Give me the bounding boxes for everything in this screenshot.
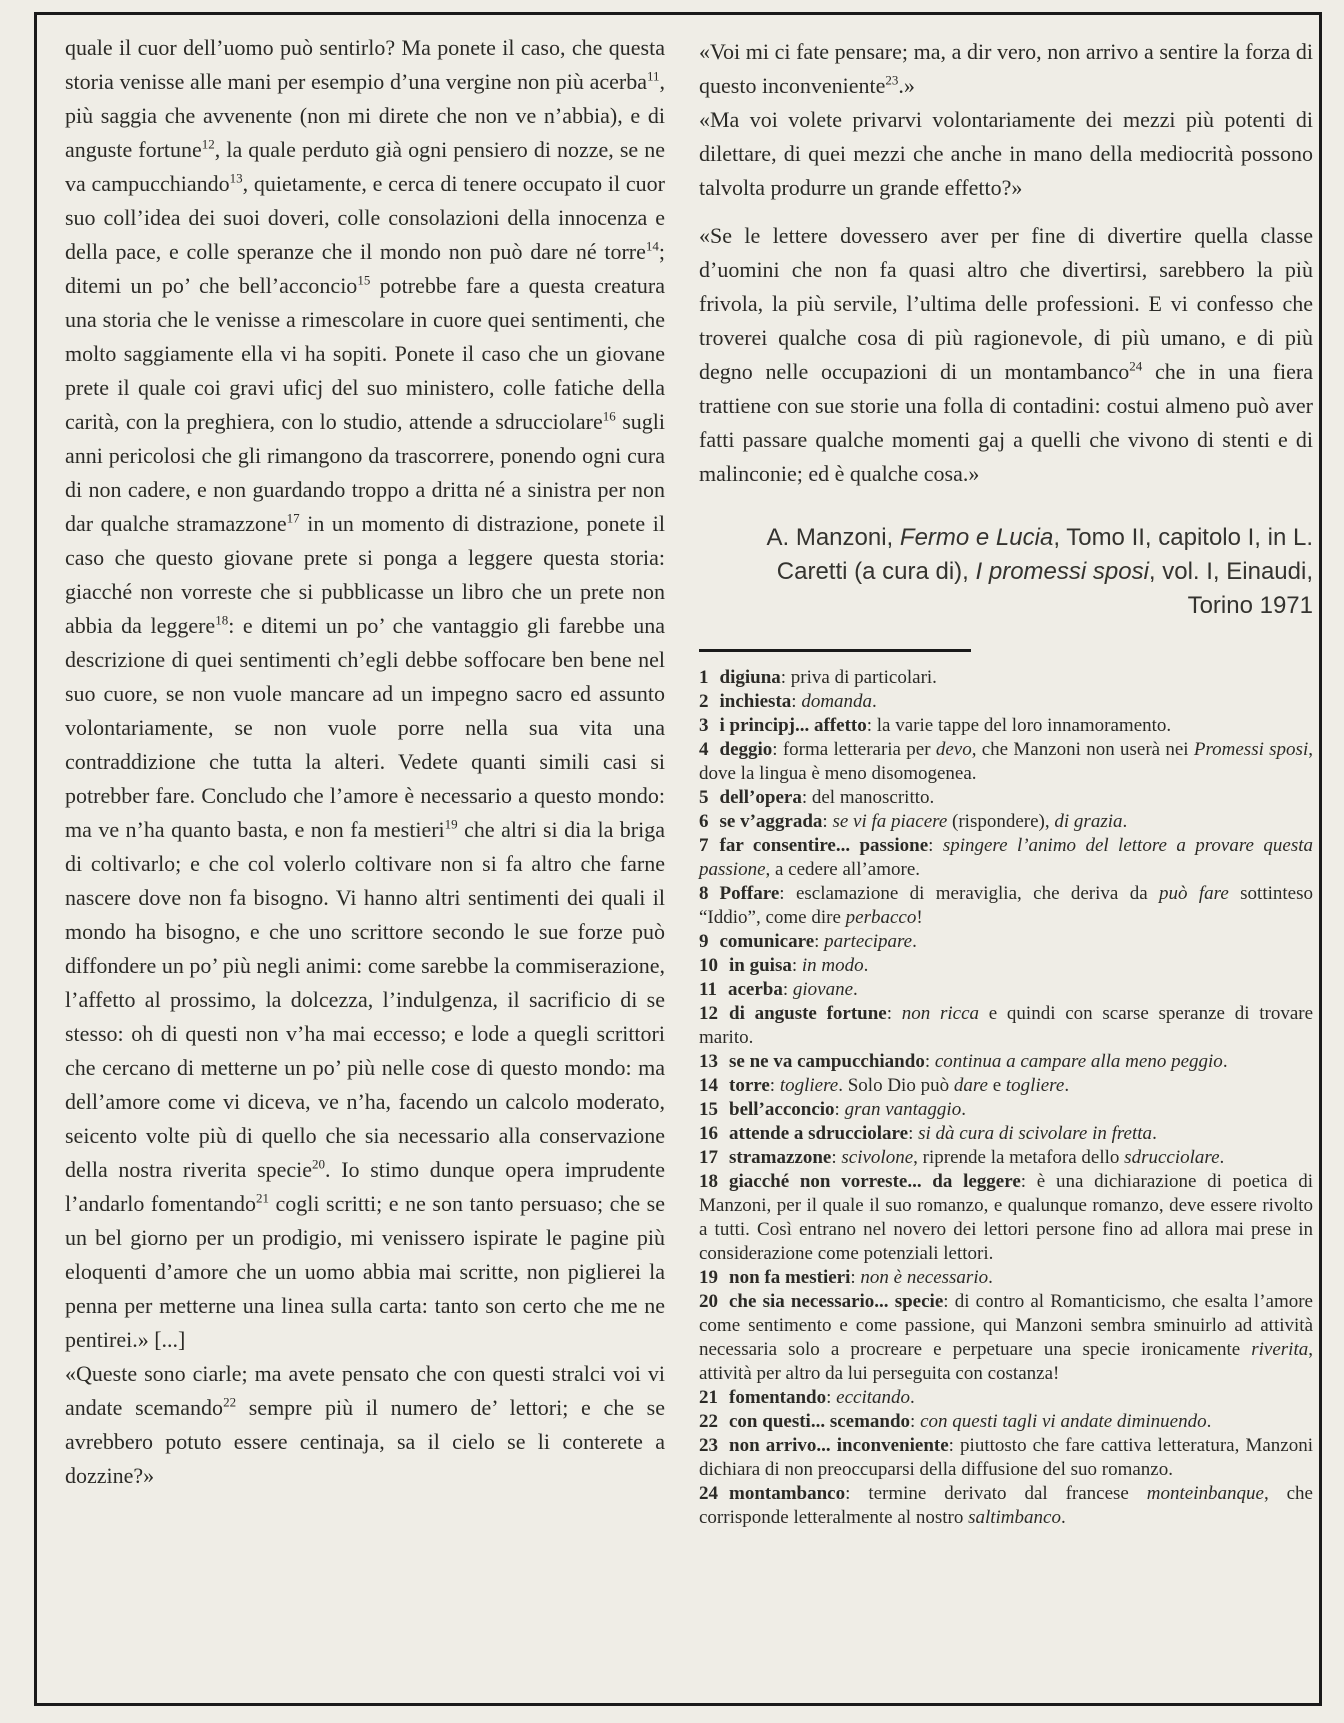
footnote-definition: : scivolone, riprende la metafora dello sdrucciolare. — [831, 1147, 1225, 1168]
footnote-term: montambanco — [729, 1483, 846, 1504]
footnote-term: stramazzone — [729, 1147, 832, 1168]
footnote-definition: : eccitando. — [826, 1387, 915, 1408]
footnote-item — [699, 954, 1313, 978]
source-citation: A. Manzoni, Fermo e Lucia, Tomo II, capitolo I, in L. Caretti (a cura di), I promessi sposi, vol. I, Einaudi, Torino 1971 — [766, 524, 1313, 619]
dialogue-paragraph: «Voi mi ci fate pensare; ma, a dir vero, non arrivo a sentire la forza di questo inconveniente$^{23}$.» — [699, 39, 1313, 98]
footnote-item — [699, 1050, 1313, 1074]
footnote-term: Poffare — [719, 883, 780, 904]
footnote-number: 24 — [699, 1483, 718, 1504]
footnote-item — [699, 1098, 1313, 1122]
footnote-definition: : togliere. Solo Dio può dare e togliere. — [769, 1075, 1070, 1096]
body-paragraph: «Queste sono ciarle; ma avete pensato che con questi stralci voi vi andate scemando$^{22}$ sempre più il numero de’ lettori; e che se avrebbero potuto essere centinaja, sa il cielo se li conterete a dozzine?» — [65, 1361, 665, 1488]
footnote-number: 9 — [699, 931, 709, 952]
dialogue-paragraph: «Se le lettere dovessero aver per fine di divertire quella classe d’uomini che non fa quasi altro che divertirsi, sarebbero la più frivola, la più servile, l’ultima delle professioni. E vi confesso che troverei qualche cosa di più ragionevole, di più umano, e di più degno nelle occupazioni di un montambanco$^{24}$ che in una fiera trattiene con sue storie una folla di contadini: costui almeno può aver fatti passare qualche momenti gaj a quelli che vivono di stenti e di malinconie; ed è qualche cosa.» — [699, 223, 1313, 486]
footnote-item — [699, 738, 1313, 786]
footnote-term: deggio — [719, 739, 773, 760]
footnote-number: 12 — [699, 1003, 718, 1024]
footnote-number: 2 — [699, 691, 709, 712]
footnote-item — [699, 786, 1313, 810]
footnote-item — [699, 1386, 1313, 1410]
footnote-number: 21 — [699, 1387, 718, 1408]
footnote-definition: : non è necessario. — [850, 1267, 993, 1288]
footnote-definition: : partecipare. — [814, 931, 917, 952]
footnote-item — [699, 1434, 1313, 1482]
dialogue-paragraph: «Ma voi volete privarvi volontariamente dei mezzi più potenti di dilettare, di quei mezzi che anche in mano della mediocrità possono talvolta produrre un grande effetto?» — [699, 107, 1313, 200]
footnote-term: acerba — [727, 979, 783, 1000]
footnote-number: 1 — [699, 667, 709, 688]
footnote-definition: : esclamazione di meraviglia, che deriva da può fare sottinteso “Iddio”, come dire perbacco! — [699, 883, 1313, 928]
footnote-term: comunicare — [719, 931, 815, 952]
footnote-item — [699, 1002, 1313, 1050]
footnote-term: giacché non vorreste... da leggere — [729, 1171, 1021, 1192]
footnote-number: 14 — [699, 1075, 718, 1096]
footnote-number: 11 — [699, 979, 717, 1000]
footnote-number: 19 — [699, 1267, 718, 1288]
scanned-page-frame — [34, 12, 1322, 1706]
footnote-definition: : forma letteraria per devo, che Manzoni non userà nei Promessi sposi, dove la lingua è meno disomogenea. — [699, 739, 1313, 784]
footnote-number: 8 — [699, 883, 709, 904]
footnote-item — [699, 666, 1313, 690]
body-paragraph: quale il cuor dell’uomo può sentirlo? Ma ponete il caso, che questa storia venisse alle mani per esempio d’una vergine non più acerba$^{11}$, più saggia che avvenente (non mi direte che non ve n’abbia), e di anguste fortune$^{12}$, la quale perduto già ogni pensiero di nozze, se ne va campucchiando$^{13}$, quietamente, e cerca di tenere occupato il cuor suo coll’idea dei suoi doveri, colle consolazioni della innocenza e della pace, e colle speranze che il mondo non può dare né torre$^{14}$; ditemi un po’ che bell’acconcio$^{15}$ potrebbe fare a questa creatura una storia che le venisse a rimescolare in cuore quei sentimenti, che molto saggiamente ella vi ha sopiti. Ponete il caso che un giovane prete il quale coi gravi uficj del suo ministero, colle fatiche della carità, con la preghiera, con lo studio, attende a sdrucciolare$^{16}$ sugli anni pericolosi che gli rimangono da trascorrere, ponendo ogni cura di non cadere, e non guardando troppo a dritta né a sinistra per non dar qualche stramazzone$^{17}$ in un momento di distrazione, ponete il caso che questo giovane prete si ponga a leggere questa storia: giacché non vorreste che si pubblicasse un libro che un prete non abbia da leggere$^{18}$: e ditemi un po’ che vantaggio gli farebbe una descrizione di quei sentimenti ch’egli debbe soffocare ben bene nel suo cuore, se non vuole mancare ad un impegno sacro ed assunto volontariamente, se non vuole porre nella sua vita una contraddizione che tutta la alteri. Vedete quanti simili casi si potrebber fare. Concludo che l’amore è necessario a questo mondo: ma ve n’ha quanto basta, e non fa mestieri$^{19}$ che altri si dia la briga di coltivarlo; e che col volerlo coltivare non si fa altro che farne nascere dove non fa bisogno. Vi hanno altri sentimenti dei quali il mondo ha bisogno, e che uno scrittore secondo le sue forze può diffondere un po’ più negli animi: come sarebbe la commiserazione, l’affetto al prossimo, la dolcezza, l’indulgenza, il sacrificio di se stesso: oh di questi non v’ha mai eccesso; e lode a quegli scrittori che cercano di metterne un po’ più nelle cose di questo mondo: ma dell’amore come vi diceva, ve n’ha, facendo un calcolo moderato, seicento volte più di quello che sia necessario alla conservazione della nostra riverita specie$^{20}$. Io stimo dunque opera imprudente l’andarlo fomentando$^{21}$ cogli scritti; e ne son tanto persuaso; che se un bel giorno per un prodigio, mi venissero ispirate le pagine più eloquenti d’amore che un uomo abbia mai scritte, non piglierei la penna per metterne una linea sulla carta: tanto son certo che me ne pentirei.» [...] — [65, 35, 665, 1352]
footnote-item — [699, 882, 1313, 930]
footnote-definition: : priva di particolari. — [780, 667, 937, 688]
footnote-term: digiuna — [719, 667, 781, 688]
footnote-definition: : non ricca e quindi con scarse speranze di trovare marito. — [699, 1003, 1314, 1048]
footnote-item — [699, 810, 1313, 834]
footnote-term: con questi... scemando — [729, 1411, 911, 1432]
footnote-definition: : con questi tagli vi andate diminuendo. — [910, 1411, 1212, 1432]
footnote-definition: : la varie tappe del loro innamoramento. — [866, 715, 1172, 736]
footnote-term: dell’opera — [719, 787, 802, 808]
footnote-number: 10 — [699, 955, 718, 976]
footnote-definition: : in modo. — [791, 955, 869, 976]
footnote-term: non fa mestieri — [729, 1267, 851, 1288]
footnote-item — [699, 714, 1313, 738]
footnote-definition: : è una dichiarazione di poetica di Manzoni, per il quale il suo romanzo, e qualunque romanzo, deve essere rivolto a tutti. Così entrano nel novero dei lettori persone fino ad allora mai prese in considerazione come potenziali lettori. — [699, 1171, 1314, 1264]
footnote-definition: : continua a campare alla meno peggio. — [924, 1051, 1228, 1072]
footnote-item — [699, 1290, 1313, 1386]
footnote-item — [699, 1074, 1313, 1098]
footnote-term: se ne va campucchiando — [729, 1051, 925, 1072]
footnote-definition: : di contro al Romanticismo, che esalta l’amore come sentimento e come passione, qui Manzoni sembra sminuirlo ad attività necessaria solo a procreare e perpetuare una specie ironicamente riverita, attività per altro da lui perseguita con costanza! — [699, 1291, 1313, 1384]
footnote-number: 20 — [699, 1291, 718, 1312]
footnote-term: attende a sdrucciolare — [729, 1123, 909, 1144]
footnote-item — [699, 834, 1313, 882]
footnote-number: 18 — [699, 1171, 718, 1192]
footnote-divider — [699, 649, 971, 652]
footnote-item — [699, 1266, 1313, 1290]
footnote-number: 5 — [699, 787, 709, 808]
footnote-term: torre — [729, 1075, 770, 1096]
footnote-number: 6 — [699, 811, 709, 832]
footnote-definition: : domanda. — [791, 691, 877, 712]
footnote-definition: : del manoscritto. — [801, 787, 935, 808]
footnote-definition: : termine derivato dal francese monteinbanque, che corrisponde letteralmente al nostro saltimbanco. — [699, 1483, 1313, 1528]
footnote-number: 22 — [699, 1411, 718, 1432]
footnote-number: 7 — [699, 835, 709, 856]
footnote-item — [699, 1122, 1313, 1146]
footnote-number: 23 — [699, 1435, 718, 1456]
footnote-number: 3 — [699, 715, 709, 736]
footnote-number: 16 — [699, 1123, 718, 1144]
footnote-definition: : si dà cura di scivolare in fretta. — [908, 1123, 1157, 1144]
footnote-term: in guisa — [729, 955, 792, 976]
footnote-term: che sia necessario... specie — [729, 1291, 944, 1312]
footnote-term: far consentire... passione — [719, 835, 929, 856]
footnote-number: 15 — [699, 1099, 718, 1120]
right-column — [699, 35, 1313, 1530]
footnote-number: 17 — [699, 1147, 718, 1168]
footnote-item — [699, 1170, 1313, 1266]
footnote-number: 13 — [699, 1051, 718, 1072]
footnote-term: i principj... affetto — [719, 715, 867, 736]
footnote-term: fomentando — [729, 1387, 827, 1408]
footnote-item — [699, 978, 1313, 1002]
footnote-definition: : spingere l’animo del lettore a provare questa passione, a cedere all’amore. — [699, 835, 1313, 880]
footnote-item — [699, 930, 1313, 954]
footnote-item — [699, 1146, 1313, 1170]
footnote-item — [699, 690, 1313, 714]
footnote-definition: : se vi fa piacere (rispondere), di grazia. — [822, 811, 1128, 832]
main-text-column — [65, 31, 665, 1493]
footnotes-list — [699, 666, 1313, 1530]
footnote-definition: : gran vantaggio. — [834, 1099, 966, 1120]
footnote-number: 4 — [699, 739, 709, 760]
footnote-term: bell’acconcio — [729, 1099, 835, 1120]
footnote-term: inchiesta — [719, 691, 792, 712]
footnote-term: non arrivo... inconveniente — [729, 1435, 949, 1456]
footnote-item — [699, 1482, 1313, 1530]
footnote-item — [699, 1410, 1313, 1434]
footnote-definition: : piuttosto che fare cattiva letteratura, Manzoni dichiara di non preoccuparsi della diffusione del suo romanzo. — [699, 1435, 1313, 1480]
footnote-term: se v’aggrada — [719, 811, 823, 832]
footnote-definition: : giovane. — [782, 979, 858, 1000]
footnote-term: di anguste fortune — [729, 1003, 887, 1024]
